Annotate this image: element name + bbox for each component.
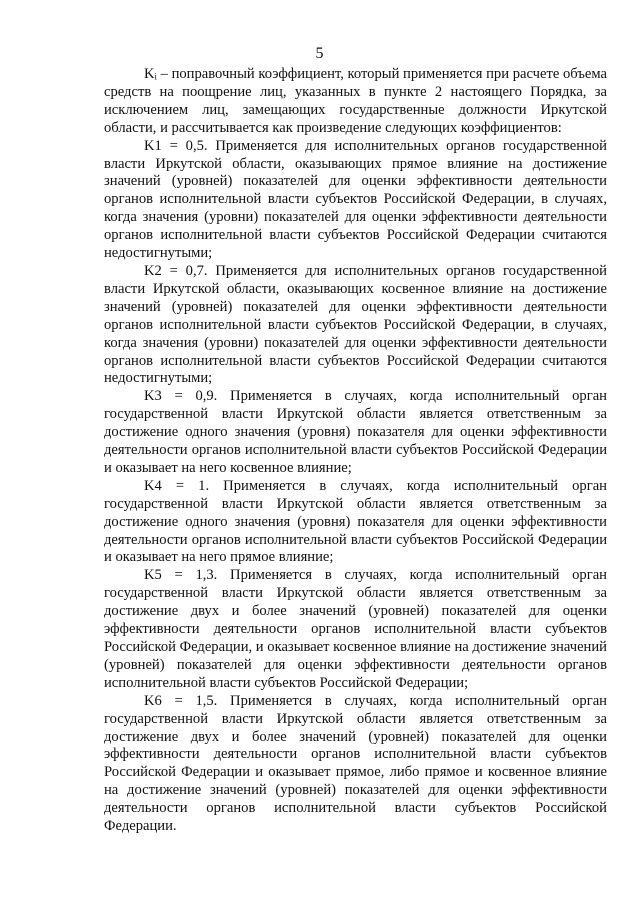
page-number: 5 (315, 45, 324, 62)
paragraph-k3: K3 = 0,9. Применяется в случаях, когда исполнительный орган государственной власти Иркутской области является ответственным за достижение одного значения (уровня) показателя для оценки эффективности деятельности органов исполнительной власти субъектов Российской Федерации и оказывает на него косвенное влияние; (104, 388, 607, 476)
document-body (104, 66, 607, 836)
paragraph-k4: K4 = 1. Применяется в случаях, когда исполнительный орган государственной власти Иркутской области является ответственным за достижение одного значения (уровня) показателя для оценки эффективности деятельности органов исполнительной власти субъектов Российской Федерации и оказывает на него прямое влияние; (104, 477, 607, 566)
paragraph-k5: K5 = 1,3. Применяется в случаях, когда исполнительный орган государственной власти Иркутской области является ответственным за достижение двух и более значений (уровней) показателей для оценки эффективности деятельности органов исполнительной власти субъектов Российской Федерации, и оказывает косвенное влияние на достижение значений (уровней) показателей для оценки эффективности деятельности органов исполнительной власти субъектов Российской Федерации; (104, 567, 607, 691)
paragraph-ki-definition: Kᵢ – поправочный коэффициент, который применяется при расчете объема средств на поощрение лиц, указанных в пункте 2 настоящего Порядка, за исключением лиц, замещающих государственные должности Иркутской области, и рассчитывается как произведение следующих коэффициентов: (104, 66, 607, 136)
paragraph-k1: K1 = 0,5. Применяется для исполнительных органов государственной власти Иркутской области, оказывающих прямое влияние на достижение значений (уровней) показателей для оценки эффективности деятельности органов исполнительной власти субъектов Российской Федерации, в случаях, когда значения (уровни) показателей для оценки эффективности деятельности органов исполнительной власти субъектов Российской Федерации считаются недостигнутыми; (104, 137, 607, 262)
paragraph-k6: K6 = 1,5. Применяется в случаях, когда исполнительный орган государственной власти Иркутской области является ответственным за достижение двух и более значений (уровней) показателей для оценки эффективности деятельности органов исполнительной власти субъектов Российской Федерации и оказывает прямое, либо прямое и косвенное влияние на достижение значений (уровней) показателей для оценки эффективности деятельности органов исполнительной власти субъектов Российской Федерации. (104, 692, 607, 835)
paragraph-k2: K2 = 0,7. Применяется для исполнительных органов государственной власти Иркутской области, оказывающих косвенное влияние на достижение значений (уровней) показателей для оценки эффективности деятельности органов исполнительной власти субъектов Российской Федерации, в случаях, когда значения (уровни) показателей для оценки эффективности деятельности органов исполнительной власти субъектов Российской Федерации считаются недостигнутыми; (104, 262, 607, 387)
